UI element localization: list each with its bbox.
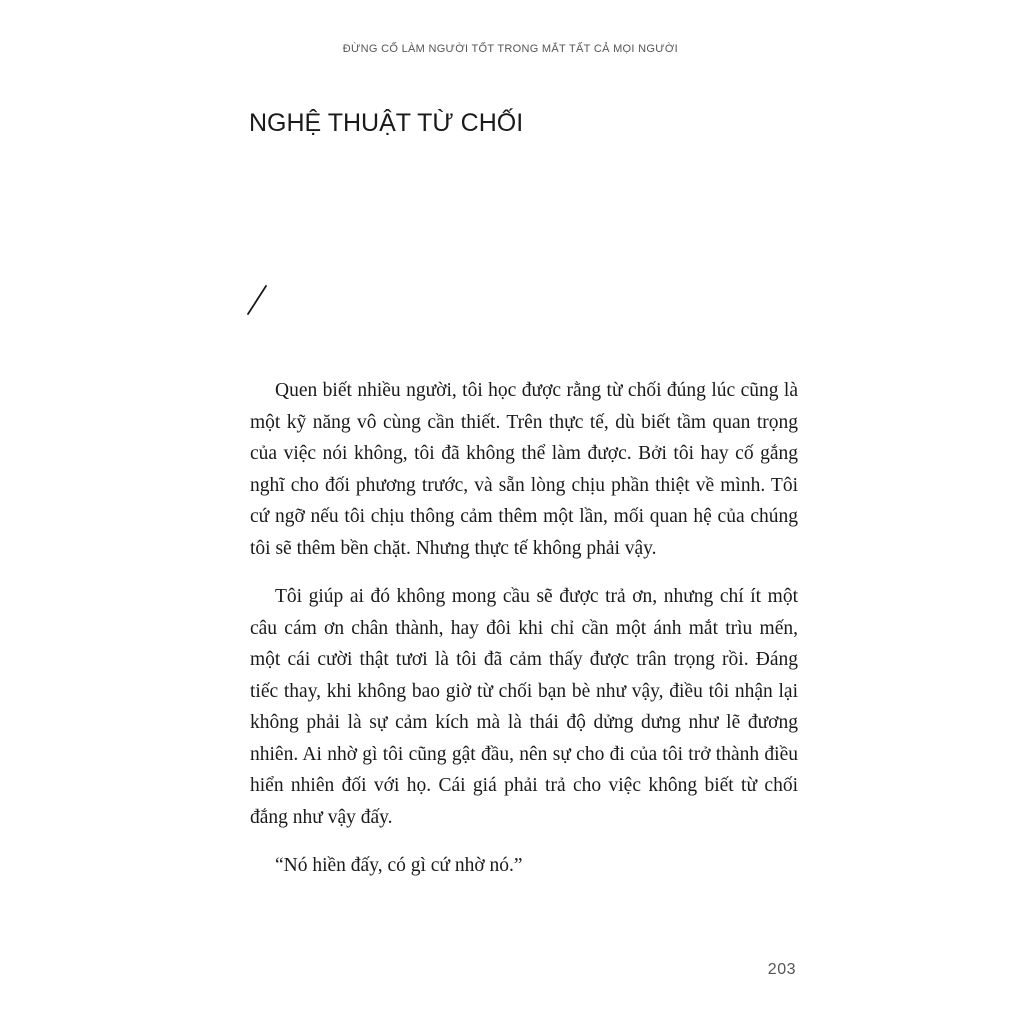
body-text bbox=[250, 375, 798, 899]
slash-ornament-icon bbox=[245, 284, 269, 316]
paragraph: Tôi giúp ai đó không mong cầu sẽ được trả ơn, nhưng chí ít một câu cám ơn chân thành, hay đôi khi chỉ cần một ánh mắt trìu mến, một cái cười thật tươi là tôi đã cảm thấy được trân trọng rồi. Đáng tiếc thay, khi không bao giờ từ chối bạn bè như vậy, điều tôi nhận lại không phải là sự cảm kích mà là thái độ dửng dưng như lẽ đương nhiên. Ai nhờ gì tôi cũng gật đầu, nên sự cho đi của tôi trở thành điều hiển nhiên đối với họ. Cái giá phải trả cho việc không biết từ chối đắng như vậy đấy. bbox=[250, 586, 798, 828]
quote-paragraph: “Nó hiền đấy, có gì cứ nhờ nó.” bbox=[275, 855, 523, 876]
page-number: 203 bbox=[767, 961, 796, 978]
paragraph: Quen biết nhiều người, tôi học được rằng từ chối đúng lúc cũng là một kỹ năng vô cùng cần thiết. Trên thực tế, dù biết tầm quan trọng của việc nói không, tôi đã không thể làm được. Bởi tôi hay cố gắng nghĩ cho đối phương trước, và sẵn lòng chịu phần thiệt về mình. Tôi cứ ngỡ nếu tôi chịu thông cảm thêm một lần, mối quan hệ của chúng tôi sẽ thêm bền chặt. Nhưng thực tế không phải vậy. bbox=[250, 380, 798, 559]
running-header: ĐỪNG CỐ LÀM NGƯỜI TỐT TRONG MẮT TẤT CẢ MỌI NGƯỜI bbox=[342, 43, 678, 55]
chapter-title: NGHỆ THUẬT TỪ CHỐI bbox=[249, 109, 524, 137]
